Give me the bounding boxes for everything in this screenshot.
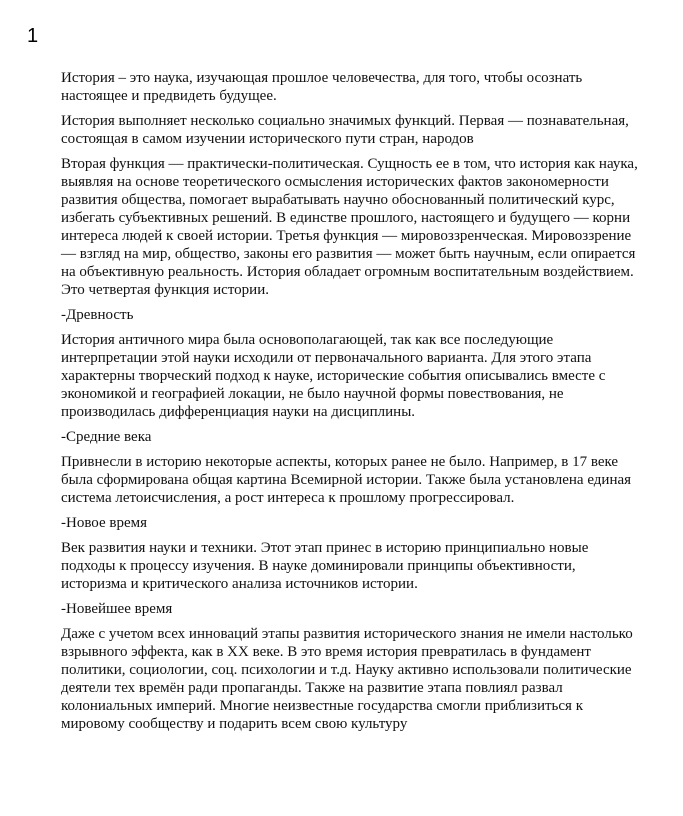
paragraph-middle-ages: Привнесли в историю некоторые аспекты, которых ранее не было. Например, в 17 веке была сформирована общая картина Всемирной истории. Также была установлена единая система летоисчисления, а рост интереса к прошлому прогрессировал. [61, 454, 632, 506]
heading-antiquity: -Древность [61, 307, 134, 323]
paragraph-modern-era: Век развития науки и техники. Этот этап принес в историю принципиально новые подходы к процессу изучения. В науке доминировали принципы объективности, историзма и критического анализа источников истории. [61, 540, 589, 592]
paragraph-other-functions: Вторая функция — практически-политическая. Сущность ее в том, что история как наука, выявляя на основе теоретического осмысления исторических фактов закономерности развития общества, помогает вырабатывать научно обоснованный политический курс, избегать субъективных решений. В единстве прошлого, настоящего и будущего — корни интереса людей к своей истории. Третья функция — мировоззренческая. Мировоззрение — взгляд на мир, общество, законы его развития — может быть научным, если опирается на объективную реальность. История обладает огромным воспитательным воздействием. Это четвертая функция истории. [61, 156, 638, 298]
page-number: 1 [27, 25, 39, 47]
paragraph-first-function: История выполняет несколько социально значимых функций. Первая — познавательная, состоящая в самом изучении исторического пути стран, народов [61, 113, 629, 147]
document-body [61, 69, 641, 740]
heading-middle-ages: -Средние века [61, 429, 152, 445]
paragraph-contemporary-era: Даже с учетом всех инноваций этапы развития исторического знания не имели настолько взрывного эффекта, как в XX веке. В это время история превратилась в фундамент политики, социологии, соц. психологии и т.д. Науку активно использовали политические деятели тех времён ради пропаганды. Также на развитие этапа повлиял развал колониальных империй. Многие неизвестные государства смогли приблизиться к мировому сообществу и подарить всем свою культуру [61, 626, 633, 732]
paragraph-definition: История – это наука, изучающая прошлое человечества, для того, чтобы осознать настоящее и предвидеть будущее. [61, 70, 583, 104]
heading-modern-era: -Новое время [61, 515, 148, 531]
paragraph-antiquity: История античного мира была основополагающей, так как все последующие интерпретации этой науки исходили от первоначального варианта. Для этого этапа характерны творческий подход к науке, исторические события описывались вместе с экономикой и географией локации, не было научной формы повествования, не производилась дифференциация науки на дисциплины. [61, 332, 606, 420]
heading-contemporary-era: -Новейшее время [61, 601, 173, 617]
